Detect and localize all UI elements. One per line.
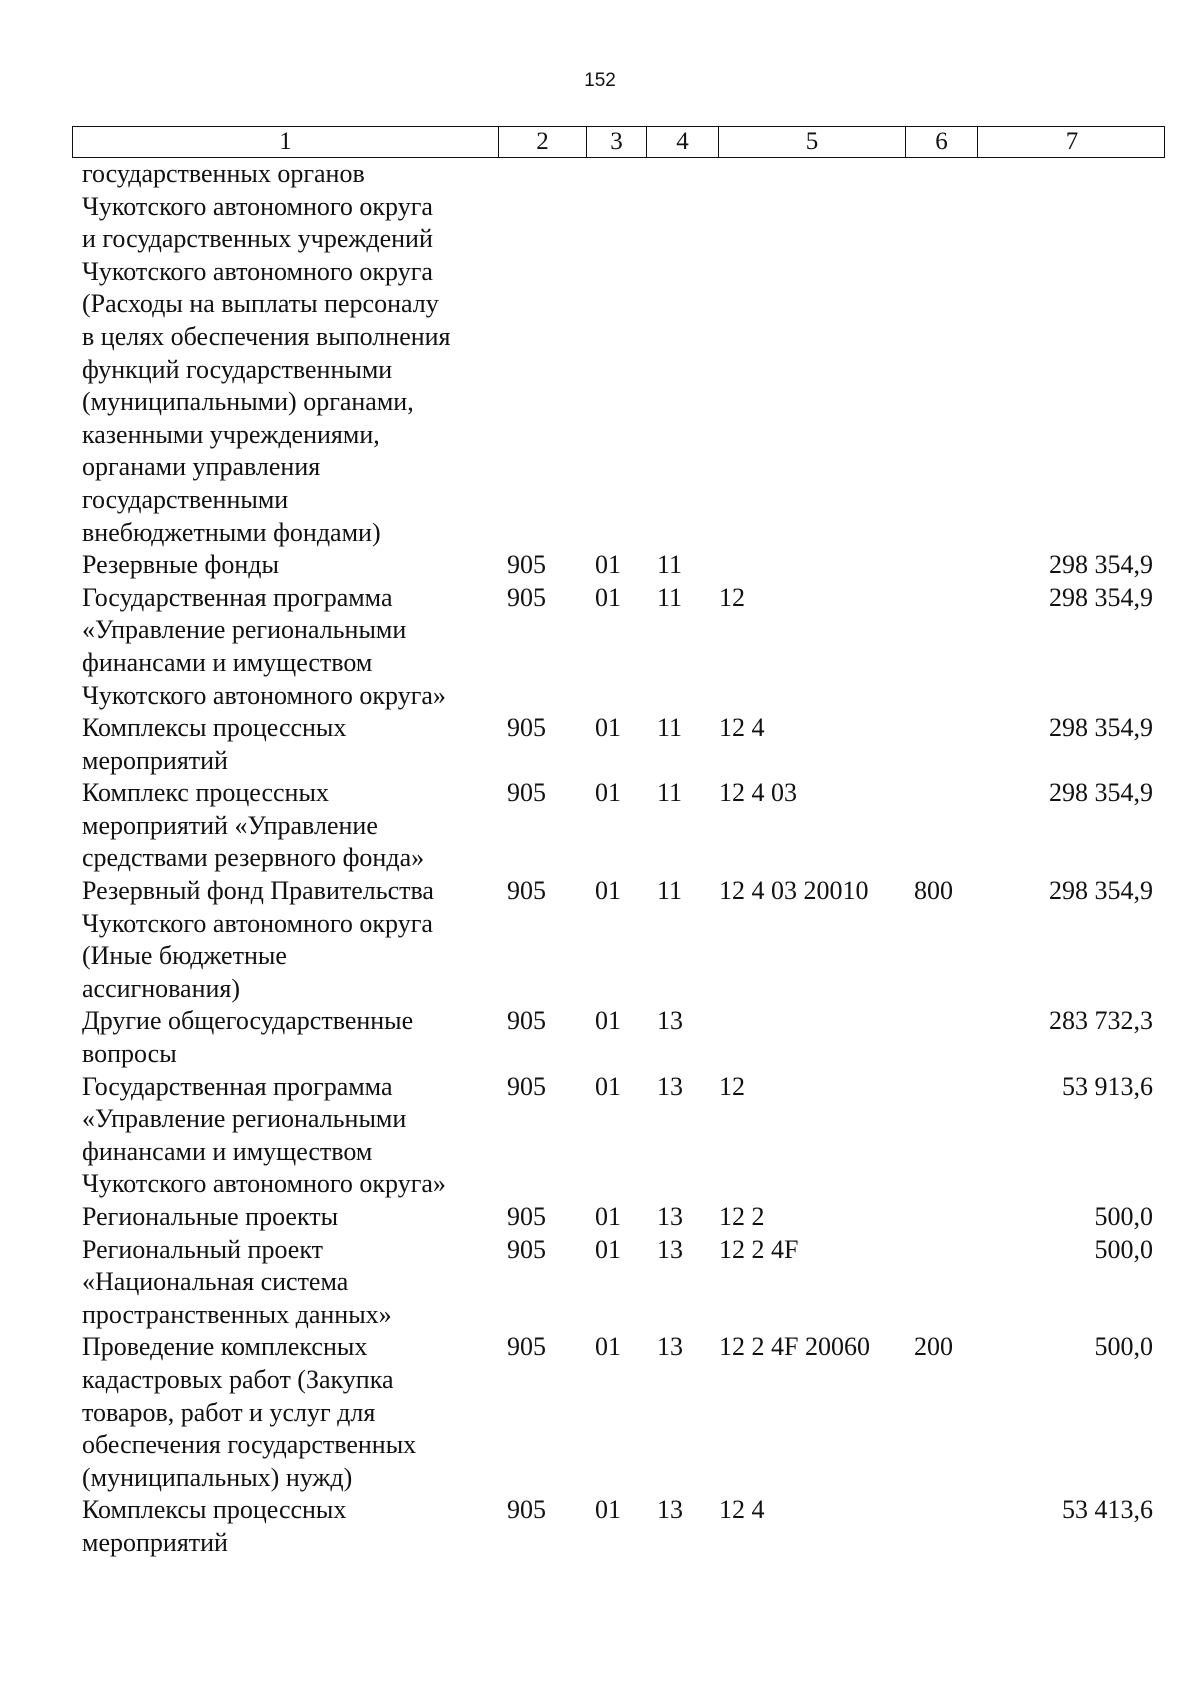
table-body — [72, 158, 1165, 1560]
cell-name: Другие общегосударственные вопросы — [82, 1006, 414, 1069]
cell-section-code: 01 — [595, 550, 621, 580]
cell-section-code: 01 — [595, 778, 621, 808]
cell-expense-type — [904, 1201, 976, 1234]
header-col-4: 4 — [646, 127, 718, 157]
cell-target-article — [717, 1005, 904, 1070]
cell-subsection-code: 11 — [657, 713, 683, 743]
cell-ministry-code — [497, 158, 585, 549]
cell-target-article: 12 — [719, 582, 745, 612]
cell-section-code: 01 — [595, 1234, 621, 1264]
cell-ministry-code: 905 — [507, 1071, 546, 1101]
table-row — [72, 777, 1165, 875]
cell-subsection-code: 11 — [657, 582, 683, 612]
cell-target-article: 12 4 — [719, 713, 765, 743]
cell-expense-type — [904, 712, 976, 777]
cell-name: Проведение комплексных кадастровых работ (Закупка товаров, работ и услуг для обеспечения государственных (муниципальных) нужд) — [82, 1332, 417, 1492]
table-row — [72, 1071, 1165, 1201]
cell-subsection-code: 11 — [657, 778, 683, 808]
header-col-5: 5 — [718, 127, 905, 157]
cell-section-code: 01 — [595, 1332, 621, 1362]
header-col-7: 7 — [977, 127, 1166, 157]
cell-amount: 500,0 — [1094, 1202, 1153, 1231]
cell-amount: 53 413,6 — [1062, 1495, 1153, 1525]
table-row — [72, 582, 1165, 712]
cell-ministry-code: 905 — [507, 1495, 546, 1525]
page-number: 152 — [584, 70, 616, 91]
cell-name: Региональный проект «Национальная система пространственных данных» — [82, 1234, 392, 1329]
cell-target-article: 12 4 03 — [719, 778, 797, 808]
header-col-3: 3 — [586, 127, 646, 157]
cell-section-code: 01 — [595, 1202, 621, 1231]
cell-expense-type — [904, 1005, 976, 1070]
cell-section-code: 01 — [595, 582, 621, 612]
cell-amount: 500,0 — [1094, 1332, 1153, 1362]
cell-ministry-code: 905 — [507, 713, 546, 743]
cell-expense-type — [904, 582, 976, 712]
cell-amount: 298 354,9 — [1049, 778, 1153, 808]
cell-section-code — [585, 158, 645, 549]
cell-ministry-code: 905 — [507, 1234, 546, 1264]
cell-name: Резервный фонд Правительства Чукотского автономного округа (Иные бюджетные ассигнования) — [82, 876, 434, 1003]
cell-subsection-code: 11 — [657, 876, 683, 906]
table-row — [72, 158, 1165, 549]
cell-target-article: 12 2 — [719, 1202, 765, 1231]
cell-ministry-code: 905 — [507, 1202, 546, 1231]
table-row — [72, 1234, 1165, 1332]
cell-name: Резервные фонды — [82, 550, 279, 580]
cell-expense-type — [904, 1494, 976, 1559]
cell-amount: 283 732,3 — [1049, 1006, 1153, 1036]
cell-subsection-code: 13 — [657, 1006, 683, 1036]
cell-subsection-code: 11 — [657, 550, 683, 580]
cell-name: государственных органов Чукотского автономного округа и государственных учреждений Чукотского автономного округа (Расходы на выплаты персоналу в целях обеспечения выполнения функций государственными (муниципальными) органами, казенными учреждениями, органами управления государственными внебюджетными фондами) — [82, 159, 451, 547]
cell-ministry-code: 905 — [507, 1006, 546, 1036]
cell-section-code: 01 — [595, 713, 621, 743]
table-row — [72, 712, 1165, 777]
cell-subsection-code: 13 — [657, 1234, 683, 1264]
table-row — [72, 1331, 1165, 1494]
cell-amount: 298 354,9 — [1049, 550, 1153, 580]
cell-target-article — [717, 158, 904, 549]
cell-name: Государственная программа «Управление региональными финансами и имуществом Чукотского автономного округа» — [82, 1071, 446, 1199]
cell-ministry-code: 905 — [507, 550, 546, 580]
cell-amount — [976, 158, 1165, 549]
cell-expense-type: 200 — [914, 1332, 953, 1362]
cell-subsection-code: 13 — [657, 1202, 683, 1231]
cell-target-article: 12 4 — [719, 1495, 765, 1525]
cell-section-code: 01 — [595, 1071, 621, 1101]
cell-amount: 298 354,9 — [1049, 713, 1153, 743]
table-row — [72, 1005, 1165, 1070]
cell-target-article: 12 2 4F 20060 — [719, 1332, 870, 1362]
cell-section-code: 01 — [595, 1006, 621, 1036]
cell-amount: 500,0 — [1094, 1234, 1153, 1264]
cell-subsection-code: 13 — [657, 1495, 683, 1525]
table-header-row — [72, 126, 1165, 158]
cell-expense-type — [904, 549, 976, 582]
cell-ministry-code: 905 — [507, 582, 546, 612]
table-row — [72, 1201, 1165, 1234]
cell-expense-type: 800 — [914, 876, 953, 906]
table-row — [72, 875, 1165, 1005]
cell-name: Комплексы процессных мероприятий — [82, 1495, 347, 1557]
cell-subsection-code: 13 — [657, 1071, 683, 1101]
cell-amount: 298 354,9 — [1049, 876, 1153, 906]
cell-name: Комплексы процессных мероприятий — [82, 713, 347, 775]
cell-section-code: 01 — [595, 876, 621, 906]
cell-target-article: 12 4 03 20010 — [719, 876, 869, 906]
header-col-2: 2 — [498, 127, 586, 157]
header-col-1: 1 — [279, 128, 292, 155]
cell-ministry-code: 905 — [507, 1332, 546, 1362]
cell-ministry-code: 905 — [507, 778, 546, 808]
cell-expense-type — [904, 1071, 976, 1201]
cell-section-code: 01 — [595, 1495, 621, 1525]
cell-name: Региональные проекты — [82, 1202, 339, 1231]
cell-amount: 298 354,9 — [1049, 582, 1153, 612]
cell-subsection-code: 13 — [657, 1332, 683, 1362]
cell-subsection-code — [645, 158, 717, 549]
header-col-6: 6 — [905, 127, 977, 157]
cell-expense-type — [904, 158, 976, 549]
cell-name: Государственная программа «Управление региональными финансами и имуществом Чукотского автономного округа» — [82, 582, 446, 710]
budget-table — [72, 126, 1165, 1560]
cell-ministry-code: 905 — [507, 876, 546, 906]
cell-target-article: 12 — [719, 1071, 745, 1101]
cell-amount: 53 913,6 — [1062, 1071, 1153, 1101]
table-row — [72, 549, 1165, 582]
cell-target-article — [717, 549, 904, 582]
cell-target-article: 12 2 4F — [719, 1234, 799, 1264]
table-row — [72, 1494, 1165, 1559]
cell-name: Комплекс процессных мероприятий «Управление средствами резервного фонда» — [82, 778, 425, 873]
cell-expense-type — [904, 1234, 976, 1332]
cell-expense-type — [904, 777, 976, 875]
